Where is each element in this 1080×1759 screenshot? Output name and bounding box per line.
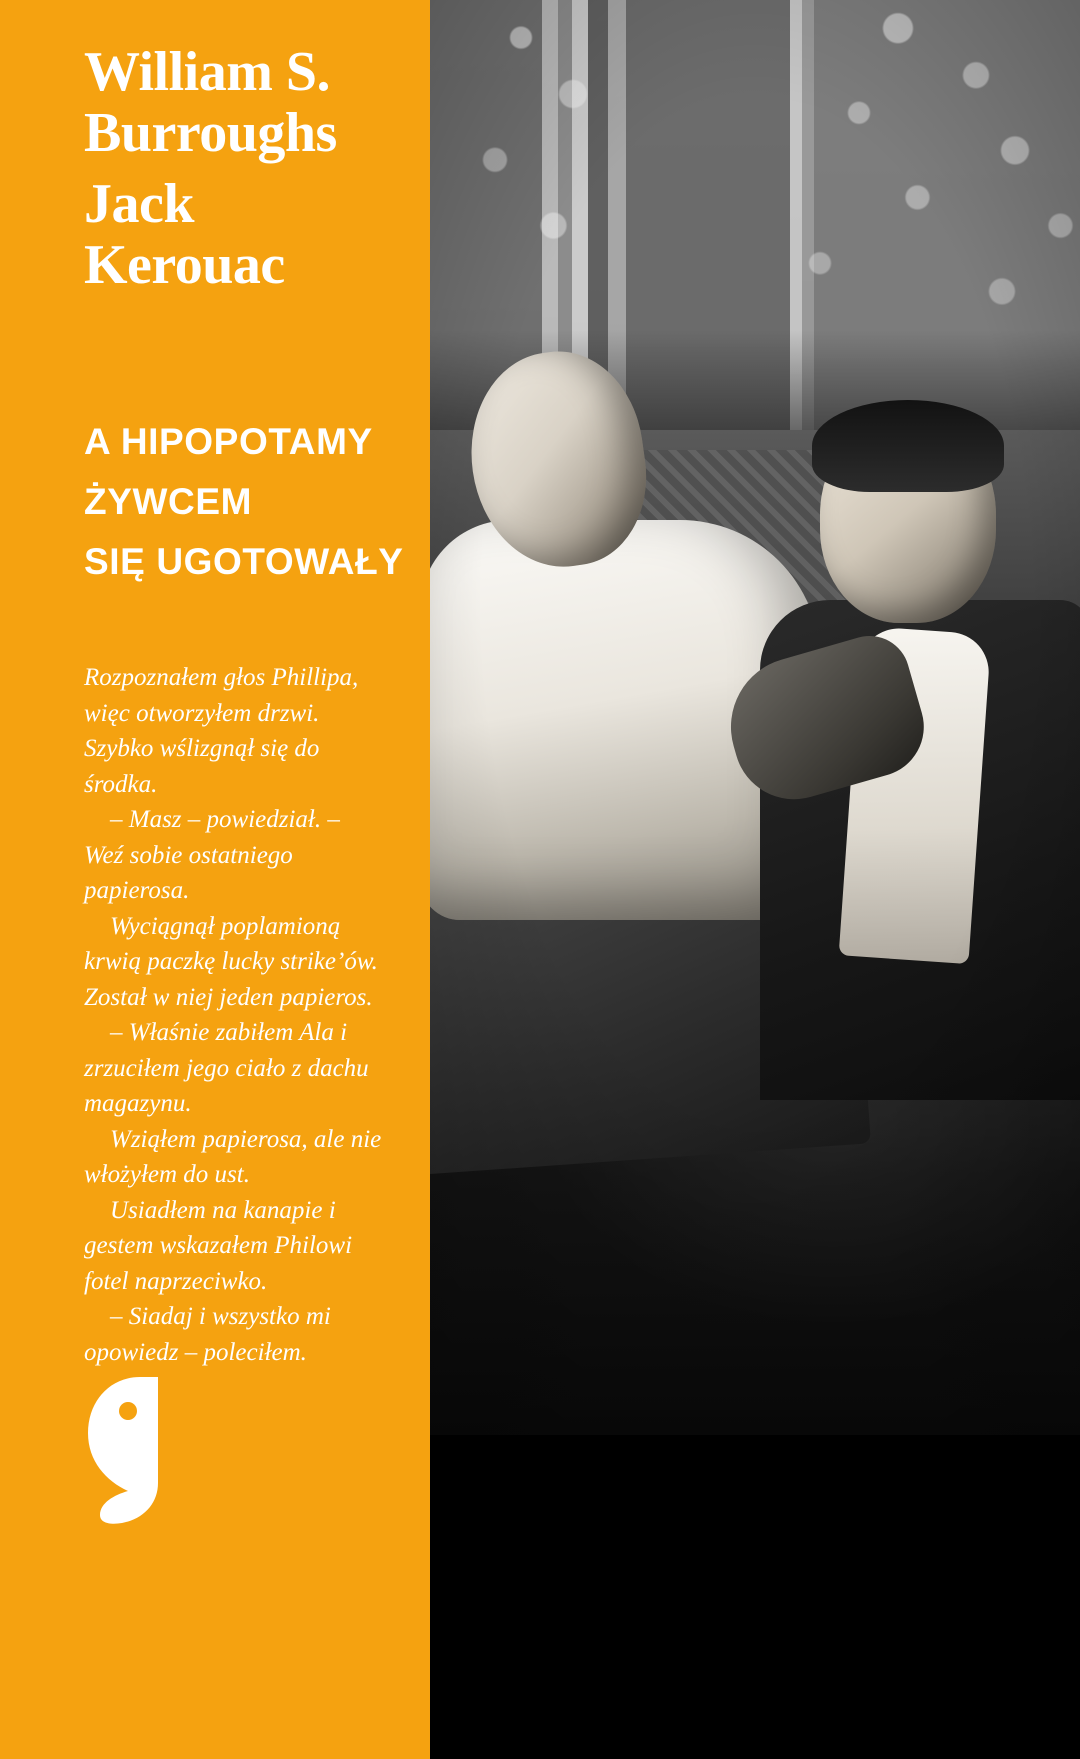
author-line-1: William S. xyxy=(84,41,331,103)
blurb-paragraph: – Siadaj i wszystko mi opowiedz – poleciłem. xyxy=(84,1303,331,1366)
book-title xyxy=(84,412,414,592)
cover-text-column xyxy=(0,0,430,1759)
title-line-1: A HIPOPOTAMY xyxy=(84,421,373,462)
author-line-3: Jack xyxy=(84,172,194,235)
bottom-black-strip xyxy=(430,1435,1080,1759)
czarne-publisher-logo xyxy=(84,1375,194,1525)
blurb-paragraph: Usiadłem na kanapie i gestem wskazałem Philowi fotel naprzeciwko. xyxy=(84,1196,353,1295)
author-names xyxy=(84,41,424,296)
title-line-2: ŻYWCEM xyxy=(84,480,253,522)
title-line-3: SIĘ UGOTOWAŁY xyxy=(84,540,404,582)
blurb-paragraph: Rozpoznałem głos Phillipa, więc otworzyłem drzwi. Szybko wślizgnął się do środka. xyxy=(84,664,359,798)
photo-vignette xyxy=(430,0,1080,1435)
blurb-paragraph: Wyciągnął poplamioną krwią paczkę lucky strike’ów. Został w niej jeden papieros. xyxy=(84,912,378,1011)
blurb-paragraph: – Masz – powiedział. – Weź sobie ostatniego papierosa. xyxy=(84,806,340,904)
author-line-4: Kerouac xyxy=(84,233,285,296)
blurb-paragraph: – Właśnie zabiłem Ala i zrzuciłem jego ciało z dachu magazynu. xyxy=(84,1019,369,1117)
cover-photograph xyxy=(430,0,1080,1435)
blurb-paragraph: Wziąłem papierosa, ale nie włożyłem do ust. xyxy=(84,1125,382,1188)
author-line-2: Burroughs xyxy=(84,101,337,164)
cover-blurb xyxy=(84,660,384,1370)
